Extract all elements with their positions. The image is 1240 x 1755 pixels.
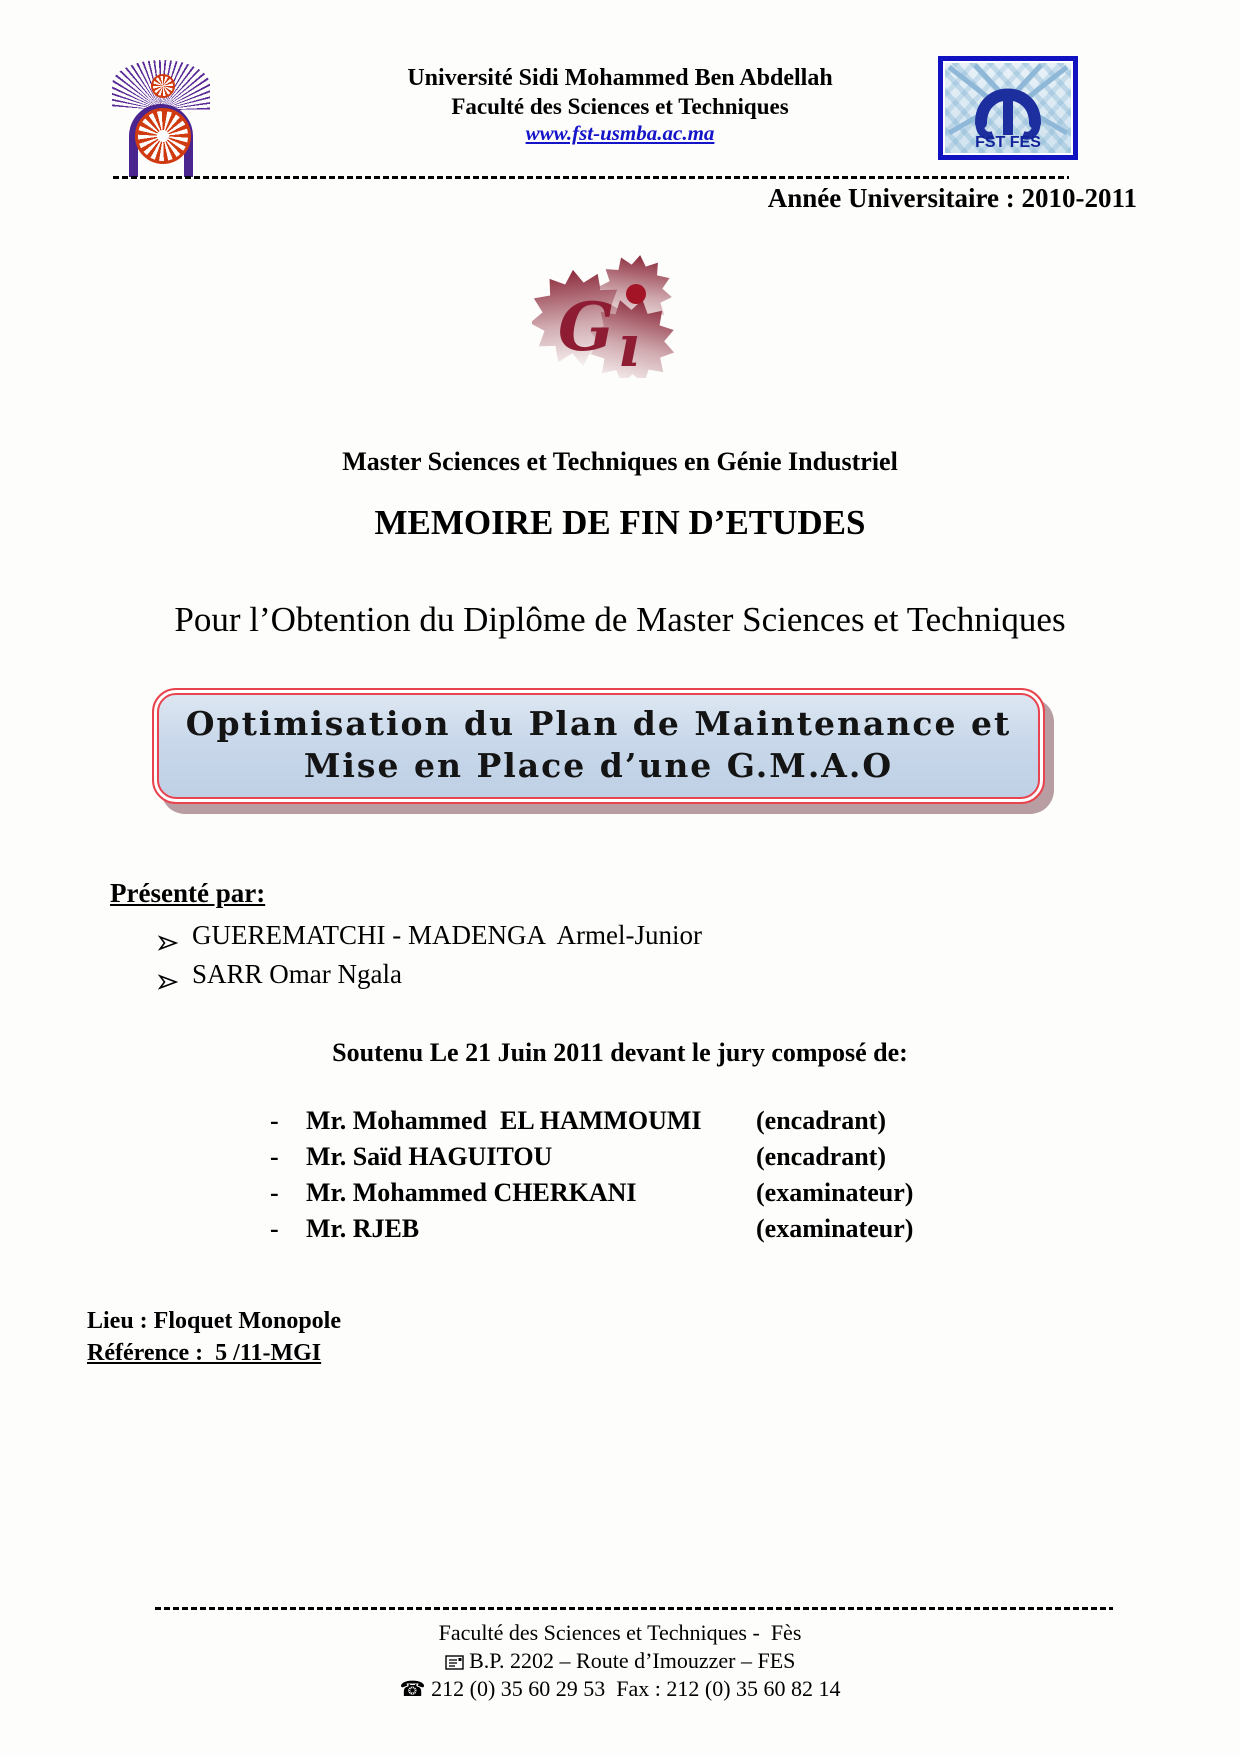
defense-intro: Soutenu Le 21 Juin 2011 devant le jury composé de: <box>332 1038 908 1067</box>
document-type-title: MEMOIRE DE FIN D’ETUDES <box>374 503 866 542</box>
faculty-name: Faculté des Sciences et Techniques <box>451 94 789 120</box>
author-name: GUEREMATCHI - MADENGA Armel-Junior <box>192 919 702 950</box>
program-title: Master Sciences et Techniques en Génie Industriel <box>342 447 898 476</box>
defense-location: Lieu : Floquet Monopole <box>87 1308 342 1334</box>
subject-line-2: Mise en Place d’une G.M.A.O <box>303 746 894 786</box>
presented-by-label: Présenté par: <box>110 878 266 908</box>
footer-faculty: Faculté des Sciences et Techniques - Fès <box>438 1620 802 1645</box>
document-reference: Référence : 5 /11-MGI <box>87 1340 322 1366</box>
fst-fes-logo-art <box>945 63 1071 153</box>
header-separator <box>113 176 1069 179</box>
jury-member-name: Mr. Mohammed CHERKANI <box>306 1178 637 1207</box>
footer-phone <box>0 1676 1240 1702</box>
dash-bullet: - <box>270 1214 279 1243</box>
footer-address <box>0 1648 1240 1674</box>
footer-phone-text: 212 (0) 35 60 29 53 Fax : 212 (0) 35 60 82 14 <box>431 1676 841 1701</box>
footer-address-text: B.P. 2202 – Route d’Imouzzer – FES <box>469 1648 796 1673</box>
gi-letter-i: ı <box>618 312 641 378</box>
gi-letter-g: G <box>558 288 615 366</box>
website-link[interactable]: www.fst-usmba.ac.ma <box>525 121 715 146</box>
jury-member-role: (examinateur) <box>756 1178 914 1207</box>
footer-separator <box>155 1607 1113 1610</box>
fst-logo-caption: FST FES <box>975 134 1041 151</box>
subject-banner <box>152 688 1045 804</box>
jury-member-name: Mr. Mohammed EL HAMMOUMI <box>306 1106 702 1135</box>
jury-member-row <box>270 1108 913 1134</box>
jury-list <box>270 1108 913 1252</box>
jury-member-role: (examinateur) <box>756 1214 914 1243</box>
jury-member-role: (encadrant) <box>756 1106 886 1135</box>
university-name: Université Sidi Mohammed Ben Abdellah <box>407 65 833 91</box>
arrow-bullet-icon <box>158 927 178 943</box>
mail-icon <box>445 1648 470 1673</box>
subject-line-1: Optimisation du Plan de Maintenance et <box>185 704 1012 743</box>
jury-member-row <box>270 1180 913 1206</box>
dash-bullet: - <box>270 1106 279 1135</box>
fst-arch-monogram-icon <box>980 95 1036 136</box>
phone-icon: ☎ <box>399 1677 426 1701</box>
jury-member-name: Mr. RJEB <box>306 1214 420 1243</box>
fst-fes-logo <box>938 56 1078 160</box>
jury-member-role: (encadrant) <box>756 1142 886 1171</box>
dash-bullet: - <box>270 1142 279 1171</box>
author-item <box>158 957 402 991</box>
jury-member-row <box>270 1216 913 1242</box>
academic-year: Année Universitaire : 2010-2011 <box>767 183 1137 213</box>
author-item <box>158 918 702 952</box>
jury-member-row <box>270 1144 913 1170</box>
genie-industriel-logo <box>532 250 682 378</box>
dash-bullet: - <box>270 1178 279 1207</box>
author-name: SARR Omar Ngala <box>192 958 402 989</box>
gi-letter-i-dot-icon <box>626 284 646 304</box>
arrow-bullet-icon <box>158 966 178 982</box>
jury-member-name: Mr. Saïd HAGUITOU <box>306 1142 553 1171</box>
purpose-title: Pour l’Obtention du Diplôme de Master Sciences et Techniques <box>174 600 1066 639</box>
subject-banner-inner <box>157 693 1040 799</box>
